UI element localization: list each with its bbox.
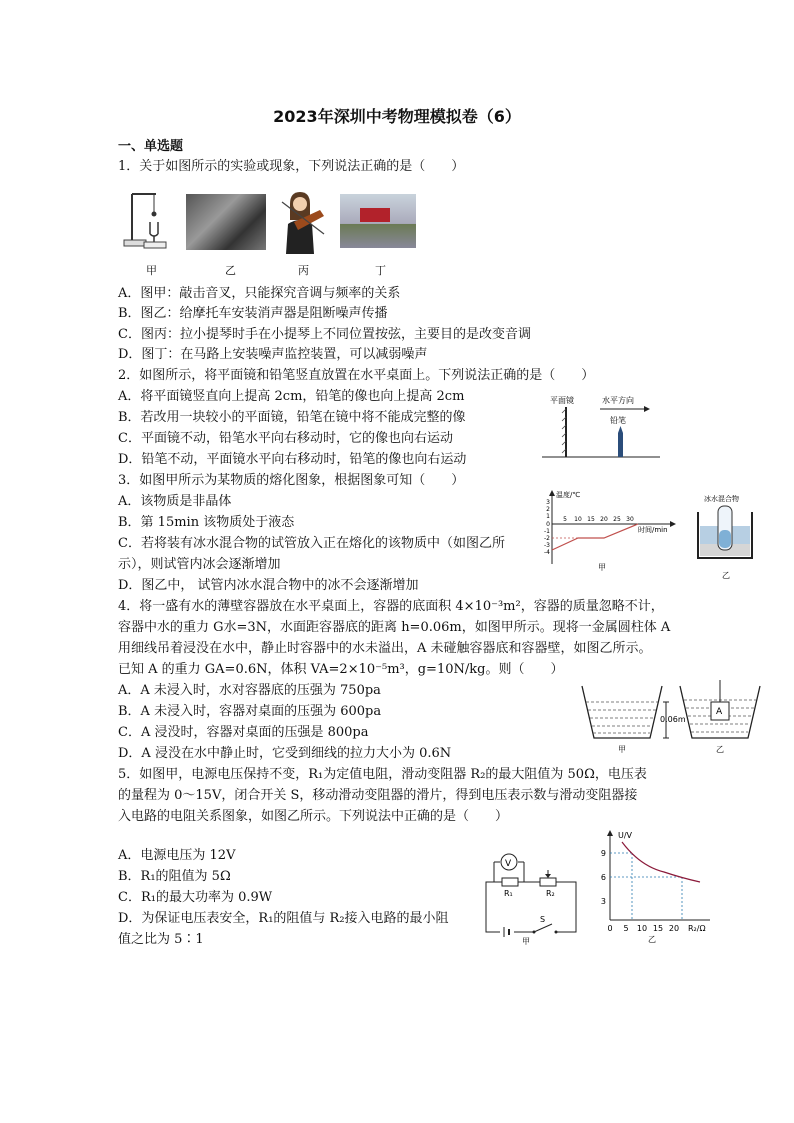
q4-line3: 用细线吊着浸没在水中，静止时容器中的水未溢出，A 未碰触容器底和容器壁，如图乙所示。 bbox=[118, 641, 652, 656]
q5-switch-label: S bbox=[540, 915, 546, 924]
q5-line2: 的量程为 0～15V，闭合开关 S，移动滑动变阻器的滑片，得到电压表示数与滑动变阻器接 bbox=[118, 788, 638, 803]
q1-figure-ding-photo bbox=[340, 194, 416, 248]
q1-option-b: B．图乙：给摩托车安装消声器是阻断噪声传播 bbox=[118, 306, 388, 321]
q5-xtick-5: 5 bbox=[623, 924, 629, 933]
q3-xtick-5: 5 bbox=[563, 516, 567, 523]
q3-xtick-15: 15 bbox=[587, 516, 595, 523]
q3-xtick-30: 30 bbox=[626, 516, 634, 523]
q4-line4: 已知 A 的重力 GA=0.6N，体积 VA=2×10⁻⁵m³，g=10N/kg。则（ ） bbox=[118, 662, 564, 677]
q5-xlabel: R₂/Ω bbox=[688, 924, 706, 933]
q5-line3: 入电路的电阻关系图象，如图乙所示。下列说法中正确的是（ ） bbox=[118, 809, 509, 824]
q3-option-d: D．图乙中， 试管内冰水混合物中的冰不会逐渐增加 bbox=[118, 578, 419, 593]
q2-stem: 2．如图所示，将平面镜和铅笔竖直放置在水平桌面上。下列说法正确的是（ ） bbox=[118, 368, 595, 383]
q4-option-b: B．A 未浸入时，容器对桌面的压强为 600pa bbox=[118, 704, 382, 719]
q3-xtick-25: 25 bbox=[613, 516, 621, 523]
q3-option-c-line1: C．若将装有冰水混合物的试管放入正在熔化的该物质中（如图乙所 bbox=[118, 536, 505, 551]
q5-voltmeter-label: V bbox=[505, 859, 512, 869]
q1-option-c: C．图丙：拉小提琴时手在小提琴上不同位置按弦，主要目的是改变音调 bbox=[118, 327, 531, 342]
q4-caption-jia: 甲 bbox=[618, 745, 626, 754]
q2-mirror-label: 平面镜 bbox=[550, 396, 574, 405]
q5-option-a: A．电源电压为 12V bbox=[118, 848, 236, 863]
q3-ytick-m3: -3 bbox=[544, 542, 550, 549]
q5-line1: 5．如图甲，电源电压保持不变，R₁为定值电阻，滑动变阻器 R₂的最大阻值为 50Ω，电压表 bbox=[118, 767, 647, 782]
q5-xtick-20: 20 bbox=[668, 924, 680, 933]
q2-pencil-label: 铅笔 bbox=[610, 416, 626, 425]
q3-ytick-1: 1 bbox=[546, 513, 550, 520]
q3-figure-yi bbox=[694, 492, 756, 588]
q3-xtick-10: 10 bbox=[574, 516, 582, 523]
q5-ytick-3: 3 bbox=[600, 897, 606, 906]
q5-xtick-15: 15 bbox=[652, 924, 664, 933]
q3-ytick-m2: -2 bbox=[544, 535, 550, 542]
q5-r1-label: R₁ bbox=[504, 889, 513, 898]
q5-ytick-9: 9 bbox=[600, 849, 606, 858]
q1-caption-bing: 丙 bbox=[298, 264, 309, 277]
q4-caption-yi: 乙 bbox=[716, 745, 724, 754]
q4-line1: 4．将一盛有水的薄壁容器放在水平桌面上，容器的底面积 4×10⁻³m²，容器的质量忽略不计， bbox=[118, 599, 664, 614]
q3-ytick-2: 2 bbox=[546, 506, 550, 513]
q3-ytick-m1: -1 bbox=[544, 528, 550, 535]
q5-option-d-line1: D．为保证电压表安全，R₁的阻值与 R₂接入电路的最小阻 bbox=[118, 911, 449, 926]
q3-caption-yi: 乙 bbox=[722, 571, 730, 580]
q4-option-d: D．A 浸没在水中静止时，它受到细线的拉力大小为 0.6N bbox=[118, 746, 452, 761]
q4-line2: 容器中水的重力 G水=3N，水面距容器底的距离 h=0.06m，如图甲所示。现将一金属圆柱体 A bbox=[118, 620, 671, 635]
q3-ytick-m4: -4 bbox=[544, 549, 550, 556]
q3-ytick-0: 0 bbox=[546, 521, 550, 528]
q1-figure-bing-violinist bbox=[272, 190, 330, 258]
q5-figure-graph bbox=[592, 828, 716, 950]
q2-option-c: C．平面镜不动，铅笔水平向右移动时，它的像也向右运动 bbox=[118, 431, 453, 446]
q1-figure-yi-photo bbox=[186, 194, 266, 250]
q1-stem: 1．关于如图所示的实验或现象，下列说法正确的是（ ） bbox=[118, 159, 465, 174]
q5-caption-yi: 乙 bbox=[648, 935, 656, 944]
q1-option-a: A．图甲：敲击音叉，只能探究音调与频率的关系 bbox=[118, 286, 401, 301]
q5-option-d-line2: 值之比为 5∶1 bbox=[118, 932, 204, 947]
q1-caption-ding: 丁 bbox=[375, 264, 386, 277]
q5-figure-circuit bbox=[478, 850, 582, 950]
q3-xtick-20: 20 bbox=[600, 516, 608, 523]
q1-caption-yi: 乙 bbox=[225, 264, 236, 277]
q3-ylabel: 温度/℃ bbox=[556, 491, 581, 499]
section-heading: 一、单选题 bbox=[118, 139, 184, 154]
q3-ytick-3: 3 bbox=[546, 499, 550, 506]
q5-xtick-0: 0 bbox=[607, 924, 613, 933]
q5-r2-label: R₂ bbox=[546, 889, 555, 898]
q4-figure bbox=[580, 680, 762, 760]
page-title: 2023年深圳中考物理模拟卷（6） bbox=[273, 107, 521, 126]
q3-xlabel: 时间/min bbox=[638, 526, 668, 534]
q3-beaker-label: 冰水混合物 bbox=[704, 495, 739, 503]
q4-option-a: A．A 未浸入时，水对容器底的压强为 750pa bbox=[118, 683, 381, 698]
q5-option-c: C．R₁的最大功率为 0.9W bbox=[118, 890, 273, 905]
q5-caption-jia: 甲 bbox=[522, 937, 530, 946]
q3-stem: 3．如图甲所示为某物质的熔化图象，根据图象可知（ ） bbox=[118, 473, 465, 488]
q2-option-a: A．将平面镜竖直向上提高 2cm，铅笔的像也向上提高 2cm bbox=[118, 389, 465, 404]
q5-option-b: B．R₁的阻值为 5Ω bbox=[118, 869, 231, 884]
q1-caption-jia: 甲 bbox=[146, 264, 157, 277]
q2-figure bbox=[540, 393, 664, 467]
q1-figure-jia bbox=[120, 188, 180, 256]
q5-ytick-6: 6 bbox=[600, 873, 606, 882]
q3-option-a: A．该物质是非晶体 bbox=[118, 494, 232, 509]
q3-option-b: B．第 15min 该物质处于液态 bbox=[118, 515, 295, 530]
q3-figure-jia bbox=[542, 488, 692, 576]
q1-option-d: D．图丁：在马路上安装噪声监控装置，可以减弱噪声 bbox=[118, 347, 428, 362]
q4-block-label: A bbox=[716, 707, 723, 717]
q5-xtick-10: 10 bbox=[636, 924, 648, 933]
q2-option-b: B．若改用一块较小的平面镜，铅笔在镜中将不能成完整的像 bbox=[118, 410, 466, 425]
q2-option-d: D．铅笔不动，平面镜水平向右移动时，铅笔的像也向右运动 bbox=[118, 452, 467, 467]
q3-option-c-line2: 示），则试管内冰会逐渐增加 bbox=[118, 557, 281, 572]
q4-height-label: 0.06m bbox=[660, 715, 686, 724]
q4-option-c: C．A 浸没时，容器对桌面的压强是 800pa bbox=[118, 725, 369, 740]
q3-caption-jia: 甲 bbox=[598, 563, 606, 572]
q5-ylabel: U/V bbox=[618, 831, 633, 840]
q2-direction-label: 水平方向 bbox=[602, 396, 634, 405]
